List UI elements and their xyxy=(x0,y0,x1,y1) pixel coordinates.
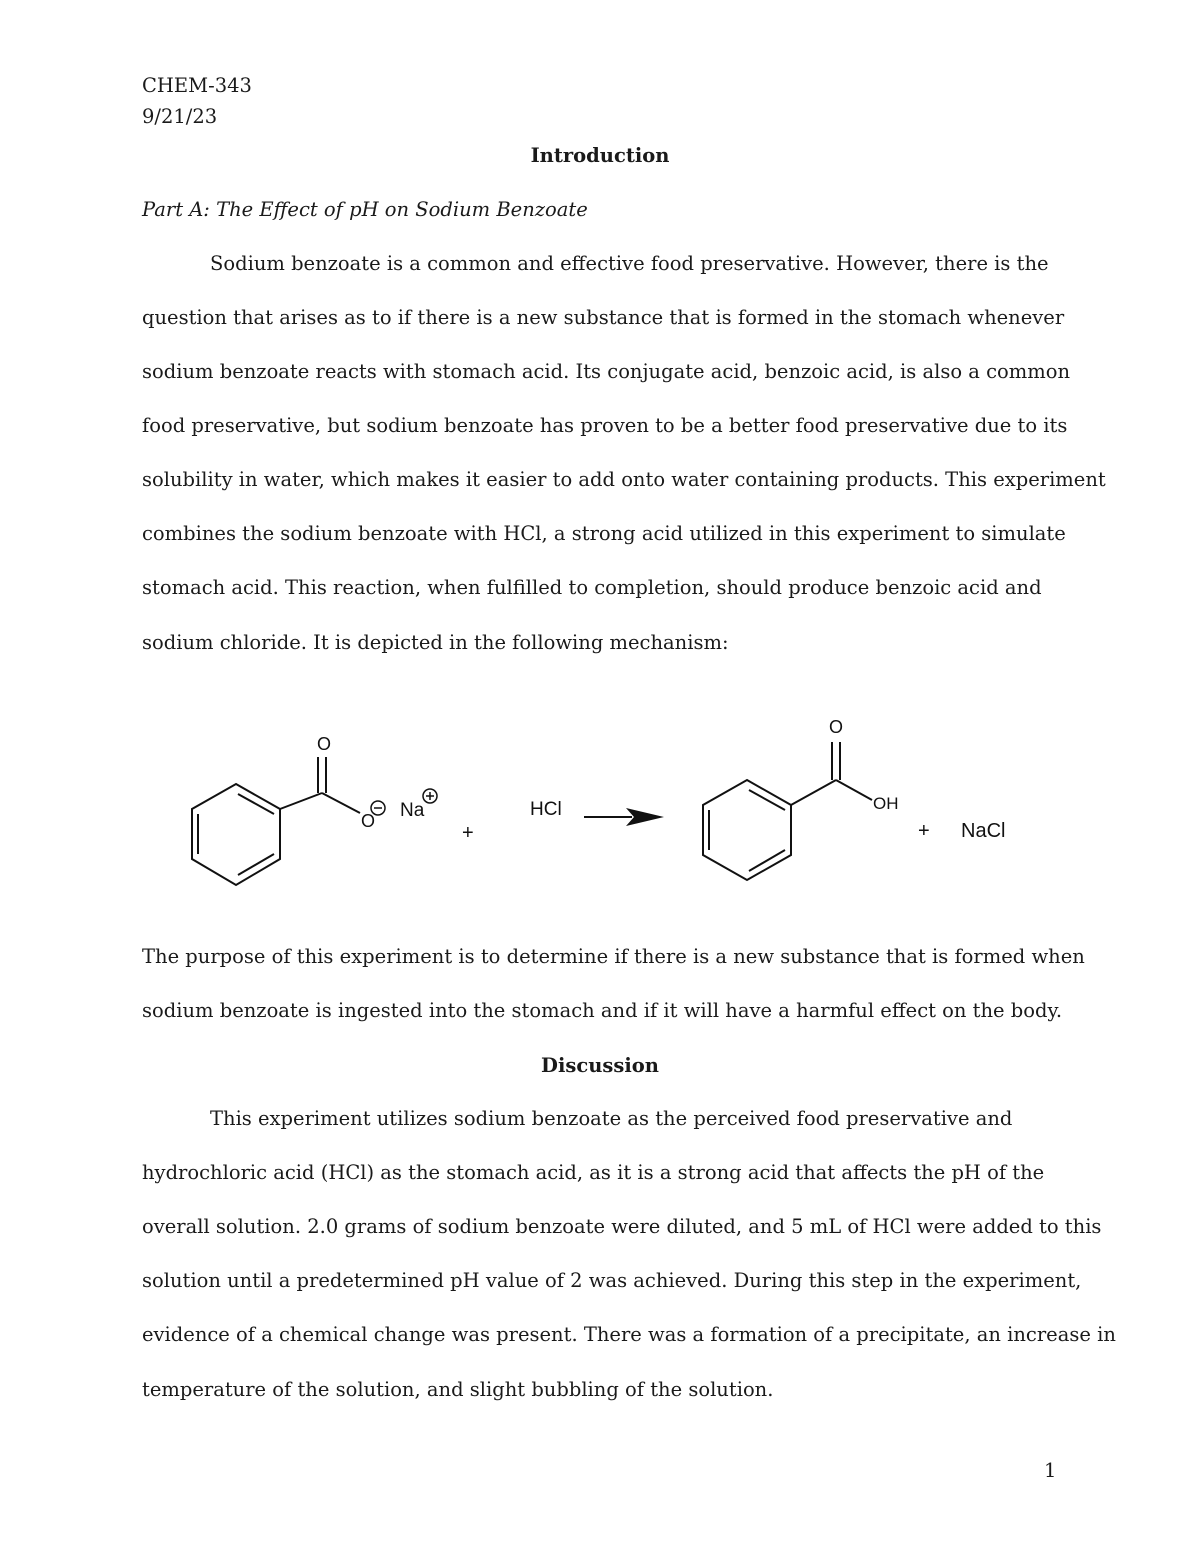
benzoic-acid-structure xyxy=(703,742,872,880)
reactant-carbonyl-oxygen: O xyxy=(317,734,332,754)
plus-sign: + xyxy=(462,822,474,844)
benzene-ring-product xyxy=(703,780,791,880)
discussion-paragraph-line: temperature of the solution, and slight bubbling of the solution. xyxy=(142,1378,774,1401)
intro-paragraph-line: sodium chloride. It is depicted in the following mechanism: xyxy=(142,631,729,654)
discussion-heading: Discussion xyxy=(541,1054,659,1077)
page-number: 1 xyxy=(1044,1459,1057,1482)
purpose-line: The purpose of this experiment is to determine if there is a new substance that is formed when xyxy=(142,945,1085,968)
plus-sign: + xyxy=(918,820,930,842)
introduction-heading: Introduction xyxy=(530,144,670,167)
sodium-benzoate-structure xyxy=(192,757,437,885)
intro-paragraph-line: solubility in water, which makes it easier to add onto water containing products. This experiment xyxy=(142,468,1106,491)
reaction-arrow xyxy=(584,808,664,826)
intro-paragraph-line: sodium benzoate reacts with stomach acid. Its conjugate acid, benzoic acid, is also a common xyxy=(142,360,1071,383)
product-carbonyl-oxygen: O xyxy=(829,717,844,737)
discussion-paragraph-line: overall solution. 2.0 grams of sodium benzoate were diluted, and 5 mL of HCl were added to this xyxy=(142,1215,1102,1238)
hydroxyl-label: OH xyxy=(873,794,899,813)
reactant-anionic-oxygen: O xyxy=(361,811,376,831)
sodium-ion: Na xyxy=(400,800,425,821)
part-a-title: Part A: The Effect of pH on Sodium Benzoate xyxy=(142,198,588,221)
discussion-paragraph-line: solution until a predetermined pH value of 2 was achieved. During this step in the experiment, xyxy=(142,1269,1082,1292)
intro-paragraph-line: stomach acid. This reaction, when fulfilled to completion, should produce benzoic acid and xyxy=(142,576,1042,599)
reaction-scheme xyxy=(0,700,1200,910)
document-date: 9/21/23 xyxy=(142,105,218,128)
discussion-paragraph-line: This experiment utilizes sodium benzoate as the perceived food preservative and xyxy=(210,1107,1013,1130)
intro-paragraph-line: food preservative, but sodium benzoate has proven to be a better food preservative due to its xyxy=(142,414,1068,437)
intro-paragraph-line: Sodium benzoate is a common and effective food preservative. However, there is the xyxy=(210,252,1049,275)
hcl-label: HCl xyxy=(530,799,562,820)
benzene-ring-reactant xyxy=(192,784,280,885)
intro-paragraph-line: question that arises as to if there is a new substance that is formed in the stomach whenever xyxy=(142,306,1065,329)
nacl-label: NaCl xyxy=(961,820,1006,842)
discussion-paragraph-line: evidence of a chemical change was present. There was a formation of a precipitate, an increase in xyxy=(142,1323,1116,1346)
course-code: CHEM-343 xyxy=(142,74,252,97)
purpose-line: sodium benzoate is ingested into the stomach and if it will have a harmful effect on the body. xyxy=(142,999,1063,1022)
intro-paragraph-line: combines the sodium benzoate with HCl, a strong acid utilized in this experiment to simulate xyxy=(142,522,1066,545)
discussion-paragraph-line: hydrochloric acid (HCl) as the stomach acid, as it is a strong acid that affects the pH of the xyxy=(142,1161,1045,1184)
